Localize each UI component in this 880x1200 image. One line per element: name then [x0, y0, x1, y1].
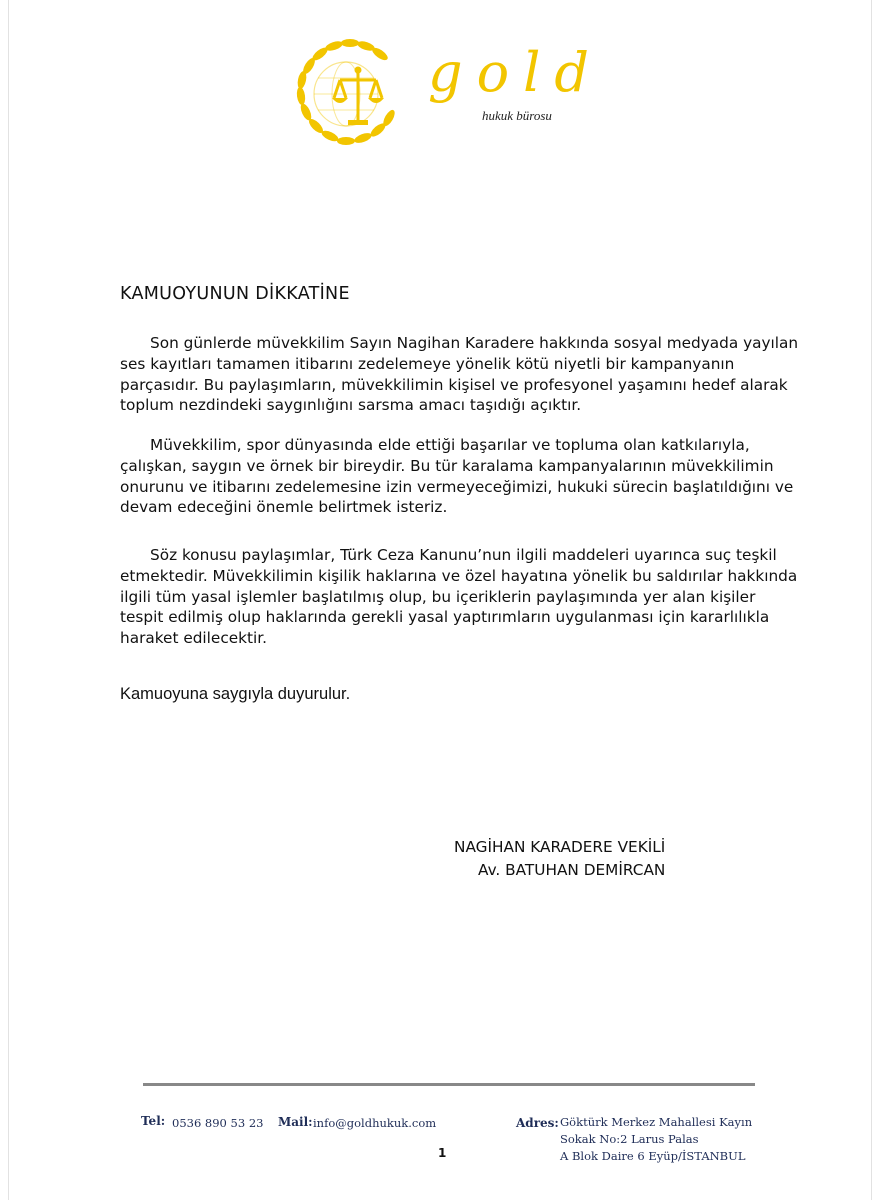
- paragraph-2: [120, 435, 800, 518]
- footer-mail-label: Mail:: [278, 1115, 313, 1129]
- footer-address-line-2: Sokak No:2 Larus Palas: [560, 1132, 699, 1146]
- closing-line: Kamuoyuna saygıyla duyurulur.: [120, 685, 351, 703]
- page-number: 1: [438, 1146, 447, 1160]
- paragraph-2-text: Müvekkilim, spor dünyasında elde ettiği başarılar ve topluma olan katkılarıyla, çalışkan, saygın ve örnek bir bireydir. Bu tür karalama kampanyalarının müvekkilimin onurunu ve itibarını zedelemesine izin vermeyeceğimizi, hukuki sürecin başlatıldığını ve devam edeceğini önemle belirtmek isteriz.: [120, 436, 794, 517]
- footer-address-line-1: Göktürk Merkez Mahallesi Kayın: [560, 1115, 753, 1129]
- brand-name: gold: [428, 41, 603, 104]
- footer-tel-label: Tel:: [141, 1114, 166, 1128]
- letterhead-logo: [288, 36, 603, 152]
- paragraph-3-text: Söz konusu paylaşımlar, Türk Ceza Kanunu’nun ilgili maddeleri uyarınca suç teşkil etmektedir. Müvekkilimin kişilik haklarına ve özel hayatına yönelik bu saldırılar hakkında ilgili tüm yasal işlemler başlatılmış olup, bu içeriklerin paylaşımında yer alan kişiler tespit edilmiş olup haklarında gerekli yasal yaptırımların uygulanması için kararlılıkla haraket edilecektir.: [120, 546, 798, 648]
- signature-title: NAGİHAN KARADERE VEKİLİ: [454, 838, 666, 856]
- paragraph-1-text: Son günlerde müvekkilim Sayın Nagihan Karadere hakkında sosyal medyada yayılan ses kayıtları tamamen itibarını zedelemeye yönelik kötü niyetli bir kampanyanın parçasıdır. Bu paylaşımların, müvekkilimin kişisel ve profesyonel yaşamını hedef alarak toplum nezdindeki saygınlığını sarsma amacı taşıdığı açıktır.: [120, 334, 799, 415]
- footer-address-line-3: A Blok Daire 6 Eyüp/İSTANBUL: [560, 1149, 746, 1163]
- footer-address-label: Adres:: [516, 1116, 559, 1130]
- footer-tel-value: 0536 890 53 23: [172, 1116, 264, 1130]
- scales-of-justice-laurel-icon: [288, 36, 404, 152]
- footer-mail-link[interactable]: info@goldhukuk.com: [313, 1116, 437, 1130]
- footer-divider: [143, 1083, 755, 1086]
- signature-name: Av. BATUHAN DEMİRCAN: [478, 861, 666, 879]
- brand-subtitle: hukuk bürosu: [482, 108, 552, 123]
- document-heading: KAMUOYUNUN DİKKATİNE: [120, 284, 350, 304]
- paragraph-3: [120, 545, 800, 649]
- paragraph-1: [120, 333, 800, 416]
